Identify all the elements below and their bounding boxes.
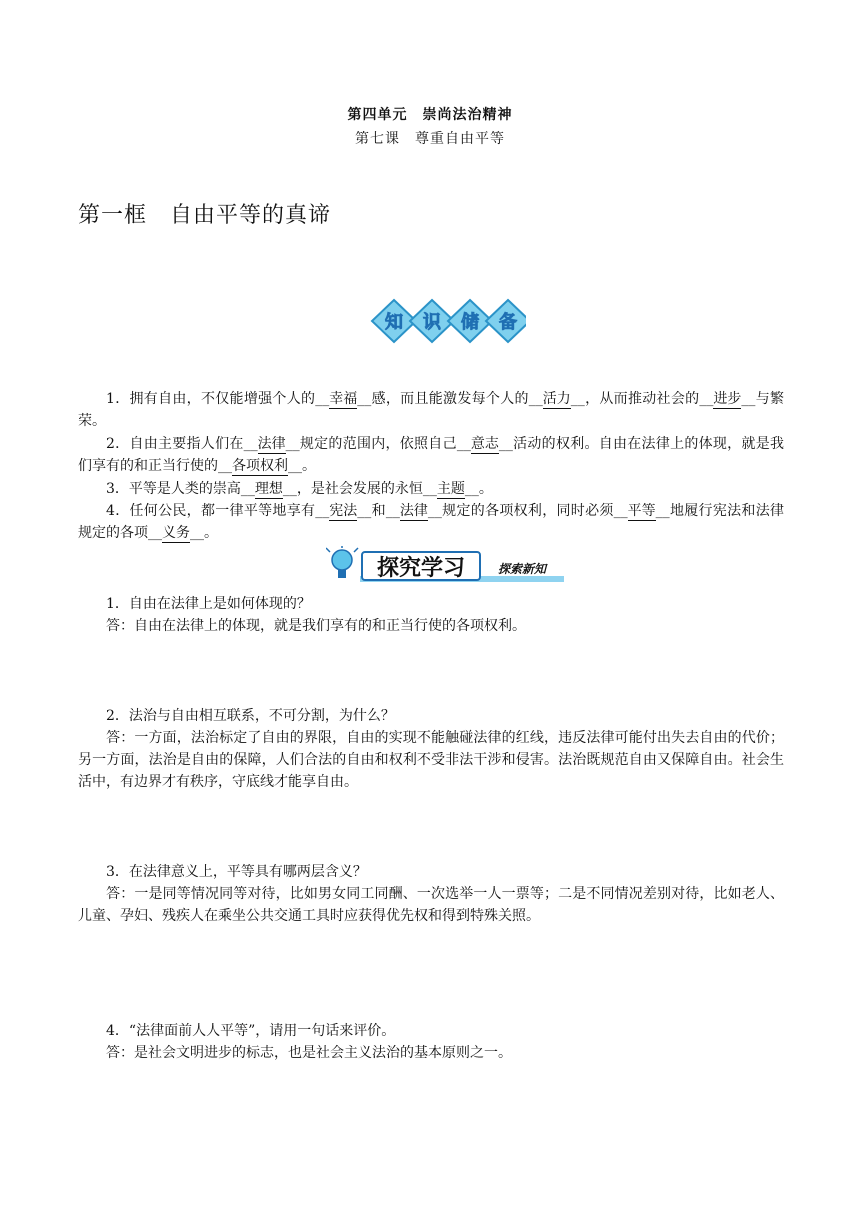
answer-4: 答：是社会文明进步的标志，也是社会主义法治的基本原则之一。 [106, 1045, 512, 1061]
answer-2: 答：一方面，法治标定了自由的界限，自由的实现不能触碰法律的红线，违反法律可能付出失去自由的代价；另一方面，法治是自由的保障，人们合法的自由和权利不受非法干涉和侵害。法治既规范自由又保障自由。社会生活中，有边界才有秩序，守底线才能享自由。 [78, 730, 784, 790]
fill-item-2: 2．自由主要指人们在__法律__规定的范围内，依照自己__意志__活动的权利。自由在法律上的体现，就是我们享有的和正当行使的__各项权利__。 [78, 436, 784, 474]
banner-title: 探究学习 [376, 556, 466, 581]
frame-title: 第一框 自由平等的真谛 [78, 203, 332, 228]
question-1: 1．自由在法律上是如何体现的？ [106, 596, 311, 612]
fill-item-1: 1．拥有自由，不仅能增强个人的__幸福__感，而且能激发每个人的__活力__，从而推动社会的__进步__与繁荣。 [78, 391, 784, 429]
question-2: 2．法治与自由相互联系，不可分割，为什么？ [106, 708, 395, 724]
answer-blank: 活力 [542, 391, 571, 407]
answer-blank: 法律 [399, 503, 428, 519]
fill-item-3: 3．平等是人类的崇高__理想__，是社会发展的永恒__主题__。 [106, 481, 493, 497]
diamond-char-4: 备 [499, 312, 517, 333]
banner-subtitle: 探索新知 [497, 562, 547, 576]
answer-blank: 主题 [436, 481, 465, 497]
answer-blank: 各项权利 [232, 458, 288, 474]
diamond-char-1: 知 [385, 312, 403, 333]
lesson-title: 第七课 尊重自由平等 [355, 131, 505, 147]
answer-blank: 幸福 [329, 391, 358, 407]
answer-blank: 宪法 [329, 503, 358, 519]
answer-blank: 平等 [627, 503, 656, 519]
answer-blank: 法律 [257, 436, 286, 452]
answer-blank: 理想 [254, 481, 283, 497]
knowledge-banner [366, 296, 526, 346]
answer-blank: 意志 [470, 436, 499, 452]
fill-item-4: 4．任何公民，都一律平等地享有__宪法__和__法律__规定的各项权利，同时必须__平等__地履行宪法和法律规定的各项__义务__。 [78, 503, 785, 541]
lightbulb-person-icon [326, 546, 358, 578]
answer-3: 答：一是同等情况同等对待，比如男女同工同酬、一次选举一人一票等；二是不同情况差别对待，比如老人、儿童、孕妇、残疾人在乘坐公共交通工具时应获得优先权和得到特殊关照。 [78, 886, 784, 924]
unit-title: 第四单元 崇尚法治精神 [347, 107, 513, 123]
diamond-char-3: 储 [461, 312, 479, 333]
answer-blank: 义务 [162, 525, 190, 541]
answer-1: 答：自由在法律上的体现，就是我们享有的和正当行使的各项权利。 [106, 618, 526, 634]
question-3: 3．在法律意义上，平等具有哪两层含义？ [106, 864, 367, 880]
question-4: 4．“法律面前人人平等”，请用一句话来评价。 [106, 1023, 396, 1039]
answer-blank: 进步 [713, 391, 742, 407]
diamond-char-2: 识 [423, 312, 441, 333]
inquiry-banner [326, 546, 566, 588]
